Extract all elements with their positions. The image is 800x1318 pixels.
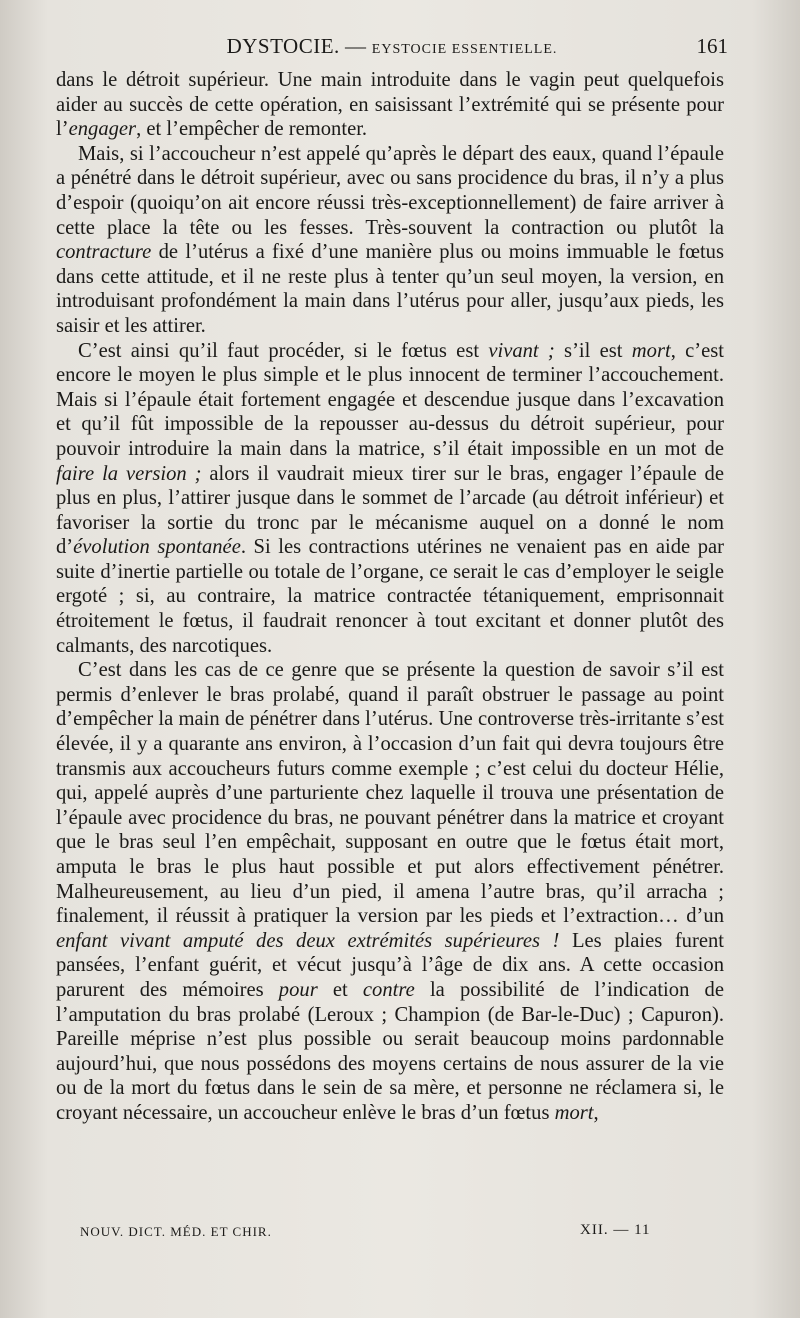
text-run: , xyxy=(593,1101,599,1124)
text-run: de l’utérus a fixé d’une manière plus ou moins immuable le fœtus dans cette attitude, et il ne reste plus à tenter qu’un seul moyen, la version, en introduisant profondément la main dans l’utérus pour aller, jusqu’aux pieds, les saisir et les attirer. xyxy=(56,241,724,337)
italic-text: engager xyxy=(68,118,137,141)
text-run: C’est ainsi qu’il faut procéder, si le fœtus est xyxy=(78,339,489,362)
italic-text: évolution spontanée xyxy=(73,536,241,559)
body-text xyxy=(56,68,724,1126)
italic-text: pour xyxy=(278,978,318,1001)
text-run: , et l’empêcher de remonter. xyxy=(136,118,368,141)
italic-text: enfant vivant amputé des deux extrémités supérieures ! xyxy=(56,929,560,952)
page-number: 161 xyxy=(696,34,728,58)
page-footer xyxy=(80,1222,720,1244)
text-run: alors il vaudrait mieux tirer sur le bras, engager l’épaule de plus en plus, l’attirer jusque dans le sommet de l’arcade (au détroit inférieur) et favoriser la sortie du tronc par le mécanisme auquel on a donné le nom d’ xyxy=(56,462,724,559)
text-run: et xyxy=(317,978,363,1001)
italic-text: faire la version ; xyxy=(56,462,202,485)
text-run: , c’est encore le moyen le plus simple et le plus innocent de terminer l’accouchement. Mais si l’épaule était fortement engagée et descendue jusque dans l’excavation et qu’il fût impossible de la repousser au-dessus du détroit supérieur, pour pouvoir introduire la main dans la matrice, s’il était impossible en un mot de xyxy=(56,339,724,460)
paragraph xyxy=(56,339,724,659)
italic-text: mort xyxy=(631,339,671,362)
text-run: C’est dans les cas de ce genre que se présente la question de savoir s’il est permis d’enlever le bras prolabé, quand il paraît obstruer le passage au point d’empêcher la main de pénétrer dans l’utérus. Une controverse très-irritante s’est élevée, il y a quarante ans environ, à l’occasion d’un fait qui devra toujours être transmis aux accoucheurs futurs comme exemple ; c’est celui du docteur Hélie, qui, appelé auprès d’une parturiente chez laquelle il trouva une présentation de l’épaule avec procidence du bras, ne pouvant pénétrer dans la matrice et croyant que le bras seul l’en empêchait, supposant en outre que le fœtus était mort, amputa le bras le plus haut possible et put alors effectivement pénétrer. Malheureusement, au lieu d’un pied, il amena l’autre bras, qu’il arracha ; finalement, il réussit à pratiquer la version par les pieds et l’extraction… d’un xyxy=(56,659,724,928)
running-title xyxy=(56,34,728,59)
running-title-sub: EYSTOCIE ESSENTIELLE. xyxy=(371,42,558,57)
running-title-main: DYSTOCIE. xyxy=(226,34,340,58)
italic-text: vivant ; xyxy=(488,339,555,362)
italic-text: contre xyxy=(362,978,415,1001)
paragraph xyxy=(56,658,724,1125)
paragraph xyxy=(56,68,724,142)
text-run: . Si les contractions utérines ne venaient pas en aide par suite d’inertie partielle ou totale de l’organe, ce serait le cas d’employer le seigle ergoté ; si, au contraire, la matrice contractée tétaniquement, emprisonnait étroitement le fœtus, il faudrait renoncer à tout excitant et donner plutôt des calmants, des narcotiques. xyxy=(56,536,724,657)
footer-volume-sheet: XII. — 11 xyxy=(580,1222,651,1238)
text-run: la possibilité de l’indication de l’amputation du bras prolabé (Leroux ; Champion (de Bar-le-Duc) ; Capuron). Pareille méprise n’est plus possible ou serait beaucoup moins pardonnable aujourd’hui, que nous possédons des moyens certains de nous assurer de la vie ou de la mort du fœtus dans le sein de sa mère, et personne ne réclamera si, le croyant nécessaire, un accoucheur enlève le bras d’un fœtus xyxy=(56,978,724,1124)
text-run: Les plaies furent pansées, l’enfant guérit, et vécut jusqu’à l’âge de dix ans. A cette occasion parurent des mémoires xyxy=(56,929,724,1001)
footer-signature: NOUV. DICT. MÉD. ET CHIR. xyxy=(80,1224,272,1239)
running-header xyxy=(56,34,728,62)
text-run: dans le détroit supérieur. Une main introduite dans le vagin peut quelquefois aider au succès de cette opération, en saisissant l’extrémité qui se présente pour l’ xyxy=(56,69,724,141)
italic-text: mort xyxy=(554,1101,594,1124)
text-run: Mais, si l’accoucheur n’est appelé qu’après le départ des eaux, quand l’épaule a pénétré dans le détroit supérieur, avec ou sans procidence du bras, il n’y a plus d’espoir (quoiqu’on ait encore réussi très-exceptionnellement) de faire arriver à cette place la tête ou les fesses. Très-souvent la contraction ou plutôt la xyxy=(56,142,724,239)
paragraph xyxy=(56,142,724,339)
italic-text: contracture xyxy=(56,241,152,264)
running-title-dash: — xyxy=(345,34,367,58)
text-run: s’il est xyxy=(554,339,632,362)
